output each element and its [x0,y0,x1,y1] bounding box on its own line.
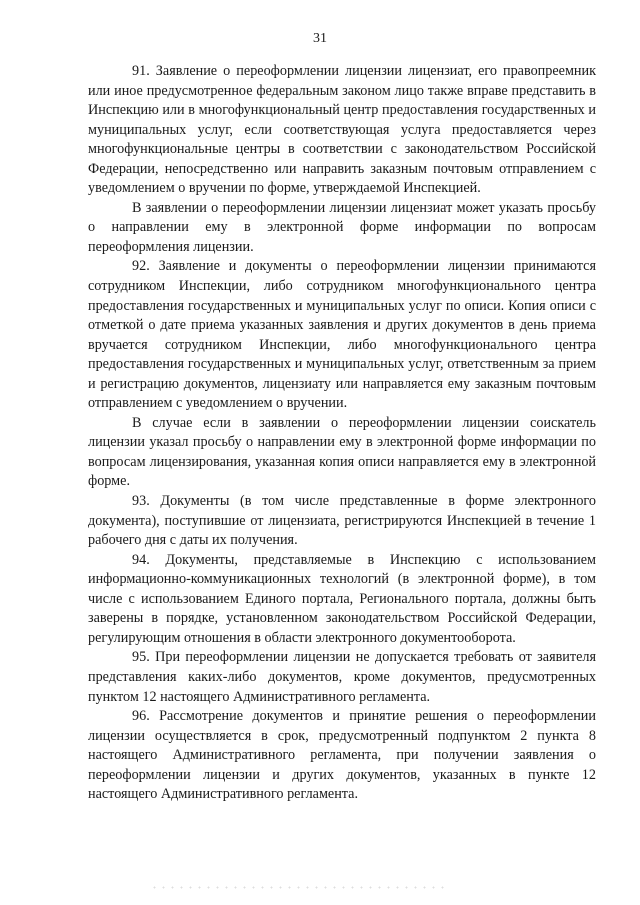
paragraph-91-note: В заявлении о переоформлении лицензии лицензиат может указать просьбу о направлении ему в электронной форме информации по вопросам переоформления лицензии. [88,199,596,255]
paragraph-95: 95. При переоформлении лицензии не допускается требовать от заявителя представления каких-либо документов, кроме документов, предусмотренных пунктом 12 настоящего Административного регламента. [88,649,596,705]
paragraph-92-note: В случае если в заявлении о переоформлении лицензии соискатель лицензии указал просьбу о направлении ему в электронной форме информации по вопросам лицензирования, указанная копия описи направляется ему в электронной форме. [88,414,596,490]
paragraph-93: 93. Документы (в том числе представленные в форме электронного документа), поступившие от лицензиата, регистрируются Инспекцией в течение 1 рабочего дня с даты их получения. [88,493,596,549]
paragraph-92: 92. Заявление и документы о переоформлении лицензии принимаются сотрудником Инспекции, либо сотрудником многофункционального центра предоставления государственных и муниципальных услуг по описи. Копия описи с отметкой о дате приема указанных заявления и других документов в день приема вручается сотрудником Инспекции, либо многофункционального центра предоставления государственных и муниципальных услуг, ответственным за прием и регистрацию документов, лицензиату или направляется ему заказным почтовым отправлением с уведомлением о вручении. [88,258,596,412]
paragraph-94: 94. Документы, представляемые в Инспекцию с использованием информационно-коммуникационных технологий (в электронной форме), в том числе с использованием Единого портала, Регионального портала, должны быть заверены в порядке, установленном законодательством Российской Федерации, регулирующим отношения в области электронного документооборота. [88,551,596,646]
paragraph-91: 91. Заявление о переоформлении лицензии лицензиат, его правопреемник или иное предусмотренное федеральным законом лицо также вправе представить в Инспекцию или в многофункциональный центр предоставления государственных и муниципальных услуг, если соответствующая услуга предоставляется через многофункциональные центры в соответствии с законодательством Российской Федерации, непосредственно или направить заказным почтовым отправлением с уведомлением о вручении по форме, утверждаемой Инспекцией. [88,63,596,197]
page-number: 31 [313,31,327,46]
scan-artifact [150,886,450,889]
document-body [88,62,596,805]
paragraph-96: 96. Рассмотрение документов и принятие решения о переоформлении лицензии осуществляется в срок, предусмотренный подпунктом 2 пункта 8 настоящего Административного регламента, при получении заявления о переоформлении лицензии и других документов, указанных в пункте 12 настоящего Административного регламента. [88,708,596,803]
